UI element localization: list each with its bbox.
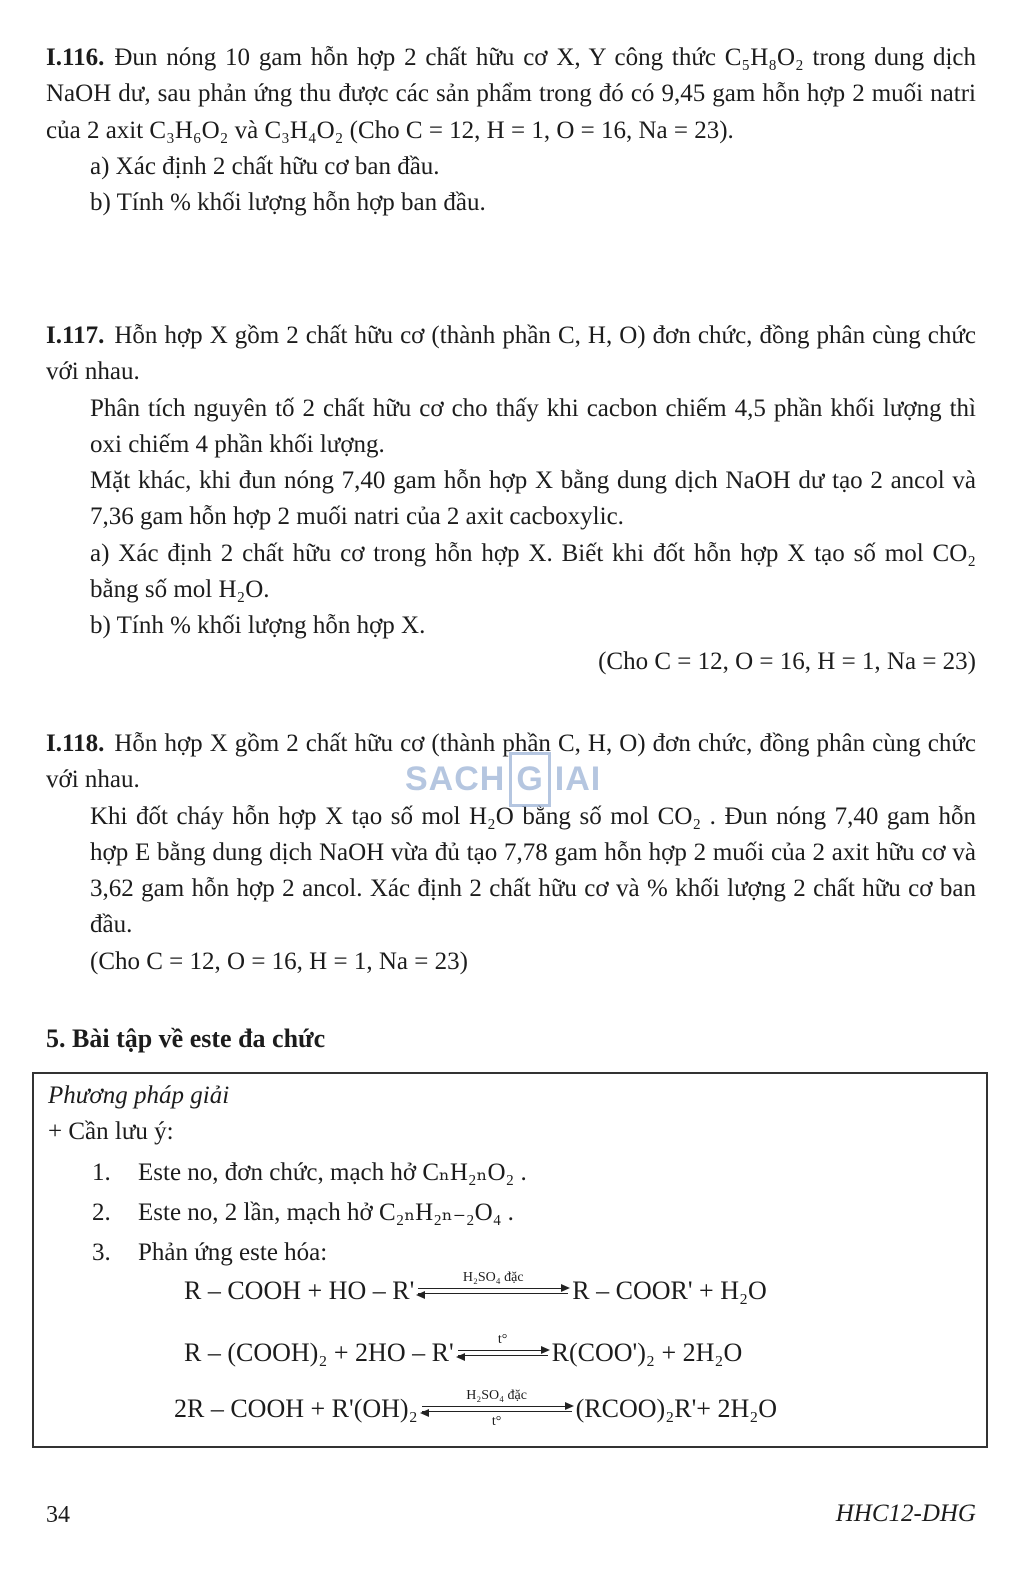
equation-2	[184, 1332, 742, 1374]
method-box	[32, 1072, 988, 1448]
problem-117-stem: Hỗn hợp X gồm 2 chất hữu cơ (thành phần C, H, O) đơn chức, đồng phân cùng chức với nhau.	[46, 322, 976, 386]
problem-117-text	[46, 318, 976, 391]
list-item-number: 3.	[92, 1239, 111, 1266]
equation-3	[174, 1388, 777, 1430]
problem-117-part-b: b) Tính % khối lượng hỗn hợp X.	[90, 612, 426, 639]
list-item-number: 1.	[92, 1158, 111, 1186]
equation-2-left: R – (COOH)₂ + 2HO – R'	[184, 1338, 454, 1368]
page-number: 34	[46, 1502, 70, 1528]
list-item	[92, 1195, 972, 1231]
problem-118-para2: Khi đốt cháy hỗn hợp X tạo số mol H₂O bằng số mol CO₂ . Đun nóng 7,40 gam hỗn hợp E bằng dung dịch NaOH vừa đủ tạo 7,78 gam hỗn hợp 2 muối của 2 axit hữu cơ và 3,62 gam hỗn hợp 2 ancol. Xác định 2 chất hữu cơ và % khối lượng 2 chất hữu cơ ban đầu.	[90, 802, 976, 939]
list-item-text: Phản ứng este hóa:	[138, 1239, 328, 1266]
problem-117	[46, 318, 976, 681]
equilibrium-arrow-icon	[418, 1270, 568, 1312]
watermark-text-left: SACH	[405, 760, 506, 798]
watermark-logo	[405, 752, 601, 807]
arrow-condition-bottom: t°	[491, 1414, 502, 1429]
arrow-condition-top: H₂SO₄ đặc	[462, 1270, 524, 1285]
problem-117-part-a: a) Xác định 2 chất hữu cơ trong hỗn hợp X. Biết khi đốt hỗn hợp X tạo số mol CO₂ bằng số mol H₂O.	[90, 539, 976, 603]
arrow-condition-top: H₂SO₄ đặc	[466, 1388, 527, 1403]
problem-116	[46, 40, 976, 221]
list-item	[92, 1235, 972, 1271]
problem-117-para3: Mặt khác, khi đun nóng 7,40 gam hỗn hợp X bằng dung dịch NaOH dư tạo 2 ancol và 7,36 gam hỗn hợp 2 muối natri của 2 axit cacboxylic.	[90, 467, 976, 531]
problem-117-para2: Phân tích nguyên tố 2 chất hữu cơ cho thấy khi cacbon chiếm 4,5 phần khối lượng thì oxi chiếm 4 phần khối lượng.	[90, 394, 976, 458]
arrow-condition-top: t°	[497, 1332, 508, 1347]
list-item	[92, 1155, 972, 1191]
problem-118-stem: Hỗn hợp X gồm 2 chất hữu cơ (thành phần C, H, O) đơn chức, đồng phân cùng chức với nhau.	[46, 730, 976, 794]
method-title: Phương pháp giải	[48, 1082, 230, 1109]
problem-118-given: (Cho C = 12, O = 16, H = 1, Na = 23)	[90, 947, 468, 975]
problem-number: I.117.	[46, 322, 105, 349]
watermark-text-right: IAI	[554, 760, 602, 798]
problem-number: I.116.	[46, 44, 105, 71]
equilibrium-arrow-icon	[458, 1332, 548, 1374]
problem-116-stem: Đun nóng 10 gam hỗn hợp 2 chất hữu cơ X, Y công thức C₅H₈O₂ trong dung dịch NaOH dư, sau phản ứng thu được các sản phẩm trong đó có 9,45 gam hỗn hợp 2 muối natri của 2 axit C₃H₆O₂ và C₃H₄O₂ (Cho C = 12, H = 1, O = 16, Na = 23).	[46, 44, 976, 144]
equation-3-left: 2R – COOH + R'(OH)₂	[174, 1394, 418, 1424]
problem-116-part-a: a) Xác định 2 chất hữu cơ ban đầu.	[90, 152, 440, 180]
equation-1-right: R – COOR' + H₂O	[572, 1276, 767, 1306]
problem-117-given: (Cho C = 12, O = 16, H = 1, Na = 23)	[598, 648, 976, 676]
problem-116-text	[46, 40, 976, 149]
list-item-text: Este no, đơn chức, mạch hở CₙH₂ₙO₂ .	[138, 1158, 527, 1186]
problem-116-part-b: b) Tính % khối lượng hỗn hợp ban đầu.	[90, 189, 486, 216]
book-code: HHC12-DHG	[835, 1500, 976, 1527]
problem-number: I.118.	[46, 730, 105, 757]
list-item-number: 2.	[92, 1198, 111, 1226]
method-list	[48, 1155, 972, 1272]
section-heading: 5. Bài tập về este đa chức	[46, 1024, 326, 1053]
equation-2-right: R(COO')₂ + 2H₂O	[551, 1338, 743, 1368]
watermark-text-mid: G	[509, 752, 550, 807]
equation-1	[184, 1270, 767, 1312]
equation-1-left: R – COOH + HO – R'	[184, 1276, 415, 1306]
list-item-text: Este no, 2 lần, mạch hở C₂ₙH₂ₙ₋₂O₄ .	[138, 1198, 514, 1226]
method-note: + Cần lưu ý:	[48, 1118, 174, 1146]
equilibrium-arrow-icon	[422, 1388, 572, 1430]
equation-3-right: (RCOO)₂R'+ 2H₂O	[575, 1394, 778, 1424]
